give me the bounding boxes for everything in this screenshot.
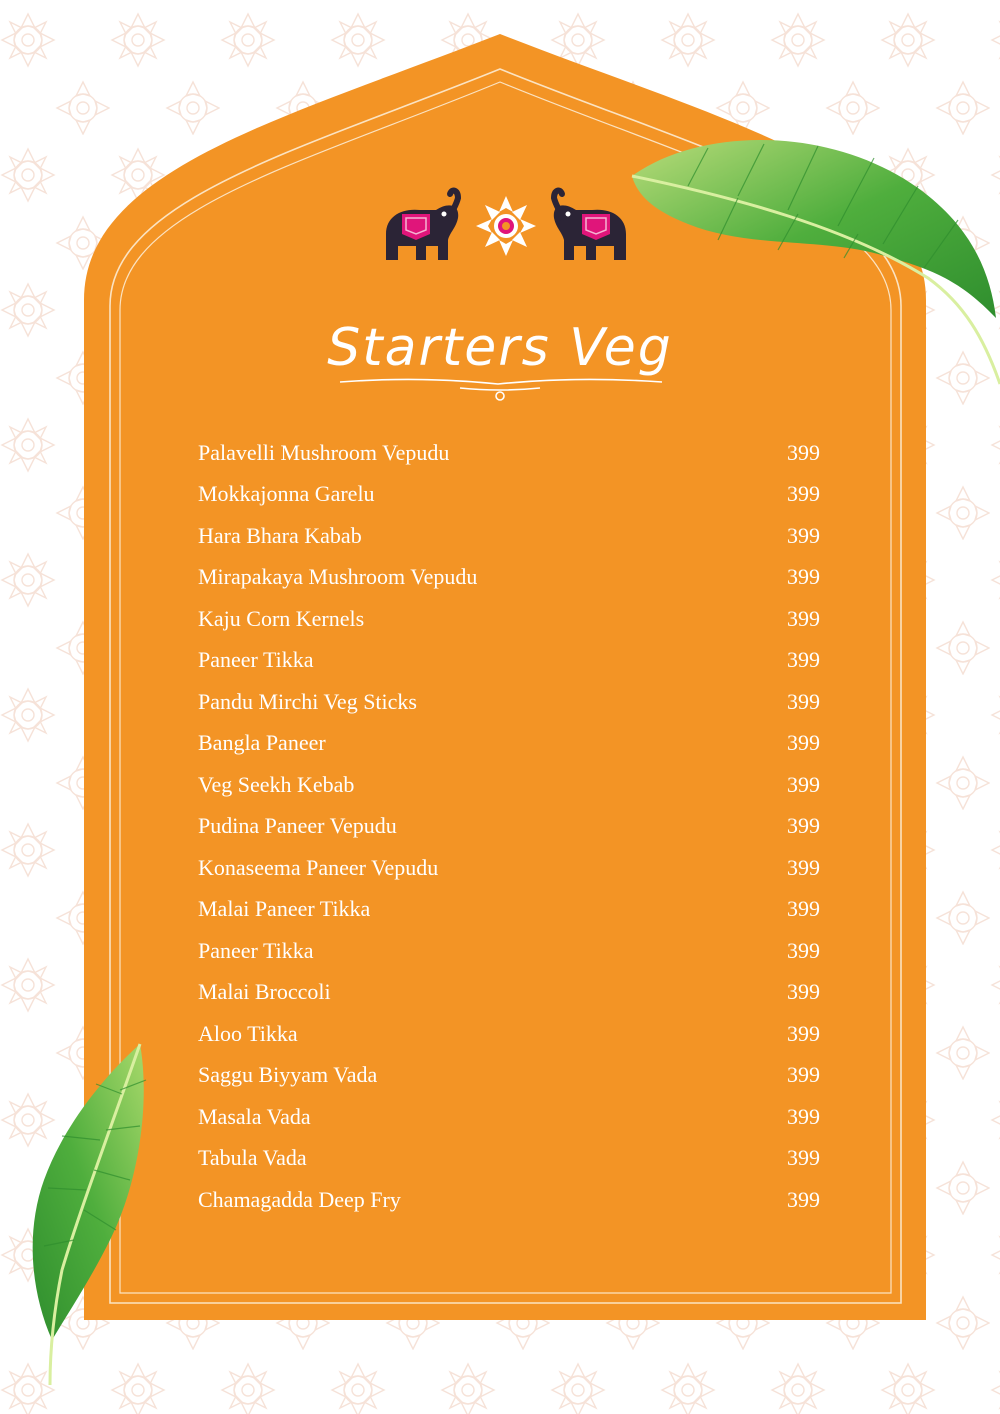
menu-item-name: Masala Vada (198, 1103, 311, 1129)
elephant-icon (380, 184, 462, 270)
menu-item-name: Paneer Tikka (198, 937, 314, 963)
elephant-icon (550, 184, 632, 270)
menu-item-price: 399 (787, 813, 820, 839)
menu-item-price: 399 (787, 522, 820, 548)
menu-item-price: 399 (787, 979, 820, 1005)
menu-item-price: 399 (787, 688, 820, 714)
menu-item-price: 399 (787, 439, 820, 465)
menu-item (198, 930, 820, 972)
menu-item-name: Pudina Paneer Vepudu (198, 813, 397, 839)
menu-item-name: Bangla Paneer (198, 730, 326, 756)
menu-item (198, 847, 820, 889)
menu-item-name: Paneer Tikka (198, 647, 314, 673)
menu-item (198, 1096, 820, 1138)
menu-item-price: 399 (787, 1145, 820, 1171)
menu-item-price: 399 (787, 771, 820, 797)
menu-item-price: 399 (787, 1186, 820, 1212)
menu-item (198, 1138, 820, 1180)
menu-item-name: Mirapakaya Mushroom Vepudu (198, 564, 478, 590)
menu-item-price: 399 (787, 937, 820, 963)
menu-item-name: Malai Broccoli (198, 979, 331, 1005)
menu-item (198, 889, 820, 931)
menu-item-name: Tabula Vada (198, 1145, 307, 1171)
menu-item (198, 432, 820, 474)
menu-item-name: Palavelli Mushroom Vepudu (198, 439, 450, 465)
menu-item (198, 557, 820, 599)
menu-item (198, 598, 820, 640)
menu-item-name: Mokkajonna Garelu (198, 481, 375, 507)
menu-item (198, 515, 820, 557)
page-title: Starters Veg (327, 318, 673, 378)
menu-item (198, 723, 820, 765)
menu-item-name: Kaju Corn Kernels (198, 605, 365, 631)
menu-item-price: 399 (787, 1020, 820, 1046)
menu-item (198, 640, 820, 682)
menu-item-name: Malai Paneer Tikka (198, 896, 371, 922)
menu-list (198, 432, 820, 1221)
menu-item-price: 399 (787, 730, 820, 756)
banana-leaf-icon (0, 1040, 150, 1390)
menu-item-price: 399 (787, 1062, 820, 1088)
menu-item (198, 972, 820, 1014)
menu-item-name: Pandu Mirchi Veg Sticks (198, 688, 417, 714)
menu-item-price: 399 (787, 564, 820, 590)
menu-item-price: 399 (787, 605, 820, 631)
menu-item (198, 764, 820, 806)
menu-item-price: 399 (787, 481, 820, 507)
menu-item-name: Saggu Biyyam Vada (198, 1062, 378, 1088)
menu-item-name: Konaseema Paneer Vepudu (198, 854, 439, 880)
menu-item-price: 399 (787, 896, 820, 922)
menu-item-name: Aloo Tikka (198, 1020, 298, 1046)
menu-item (198, 1013, 820, 1055)
menu-item-name: Chamagadda Deep Fry (198, 1186, 401, 1212)
menu-item (198, 474, 820, 516)
menu-item-price: 399 (787, 1103, 820, 1129)
mandala-icon (474, 194, 538, 258)
menu-item (198, 806, 820, 848)
menu-item-price: 399 (787, 647, 820, 673)
menu-item (198, 1179, 820, 1221)
menu-item-name: Hara Bhara Kabab (198, 522, 362, 548)
menu-item (198, 1055, 820, 1097)
menu-item-name: Veg Seekh Kebab (198, 771, 355, 797)
menu-item-price: 399 (787, 854, 820, 880)
menu-item (198, 681, 820, 723)
